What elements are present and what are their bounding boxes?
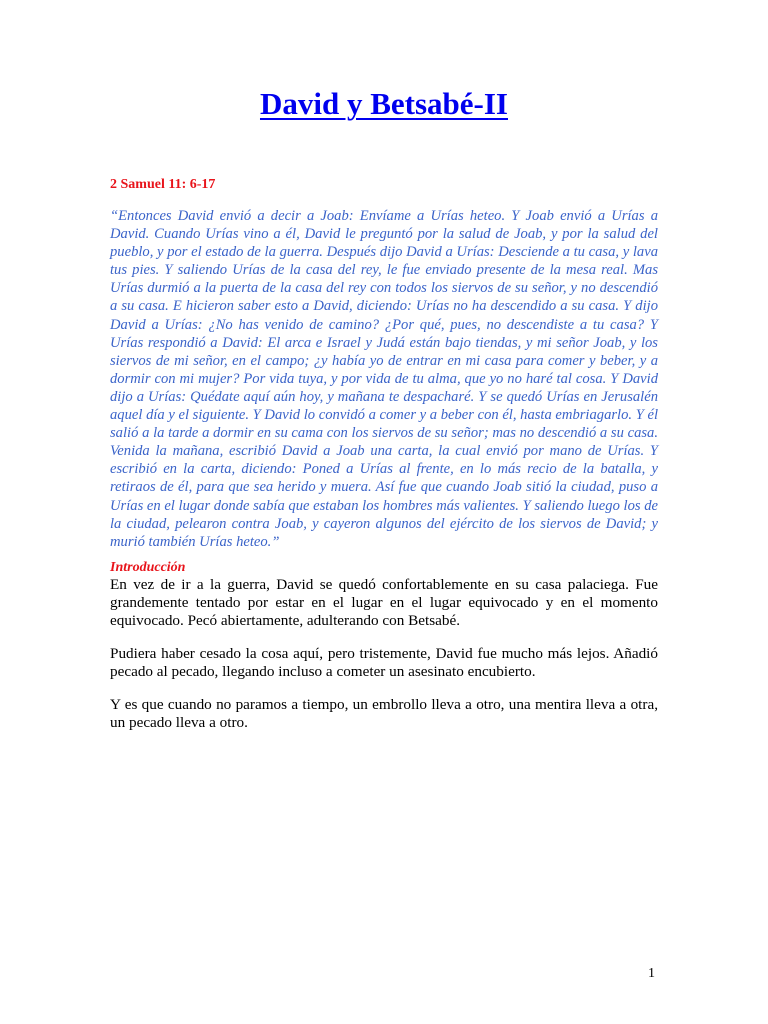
scripture-reference: 2 Samuel 11: 6-17 xyxy=(110,177,216,192)
page-title[interactable]: David y Betsabé-II xyxy=(259,86,508,121)
body-paragraph: En vez de ir a la guerra, David se quedó confortablemente en su casa palaciega. Fue grandemente tentado por estar en el lugar en el lugar equivocado y en el momento equivocado. Pecó abiertamente, adulterando con Betsabé. xyxy=(110,576,658,630)
body-paragraph: Y es que cuando no paramos a tiempo, un embrollo lleva a otro, una mentira lleva a otra, un pecado lleva a otro. xyxy=(110,696,658,732)
body-paragraph: Pudiera haber cesado la cosa aquí, pero tristemente, David fue mucho más lejos. Añadió pecado al pecado, llegando incluso a cometer un asesinato encubierto. xyxy=(110,645,658,681)
section-heading-introduccion: Introducción xyxy=(110,560,186,575)
page-number: 1 xyxy=(648,966,655,981)
document-page xyxy=(110,0,658,1024)
scripture-quote: “Entonces David envió a decir a Joab: Envíame a Urías heteo. Y Joab envió a Urías a David. Cuando Urías vino a él, David le preguntó por la salud de Joab, y por la salud del pueblo, y por el estado de la guerra. Después dijo David a Urías: Desciende a tu casa, y lava tus pies. Y saliendo Urías de la casa del rey, le fue enviado presente de la mesa real. Mas Urías durmió a la puerta de la casa del rey con todos los siervos de su señor, y no descendió a su casa. E hicieron saber esto a David, diciendo: Urías no ha descendido a su casa. Y dijo David a Urías: ¿No has venido de camino? ¿Por qué, pues, no descendiste a tu casa? Y Urías respondió a David: El arca e Israel y Judá están bajo tiendas, y mi señor Joab, y los siervos de mi señor, en el campo; ¿y había yo de entrar en mi casa para comer y beber, y a dormir con mi mujer? Por vida tuya, y por vida de tu alma, que yo no haré tal cosa. Y David dijo a Urías: Quédate aquí aún hoy, y mañana te despacharé. Y se quedó Urías en Jerusalén aquel día y el siguiente. Y David lo convidó a comer y a beber con él, hasta embriagarlo. Y él salió a la tarde a dormir en su cama con los siervos de su señor; mas no descendió a su casa. Venida la mañana, escribió David a Joab una carta, la cual envió por mano de Urías. Y escribió en la carta, diciendo: Poned a Urías al frente, en lo más recio de la batalla, y retiraos de él, para que sea herido y muera. Así fue que cuando Joab sitió la ciudad, puso a Urías en el lugar donde sabía que estaban los hombres más valientes. Y saliendo luego los de la ciudad, pelearon contra Joab, y cayeron algunos del ejército de los siervos de David; y murió también Urías heteo.” xyxy=(110,208,658,550)
